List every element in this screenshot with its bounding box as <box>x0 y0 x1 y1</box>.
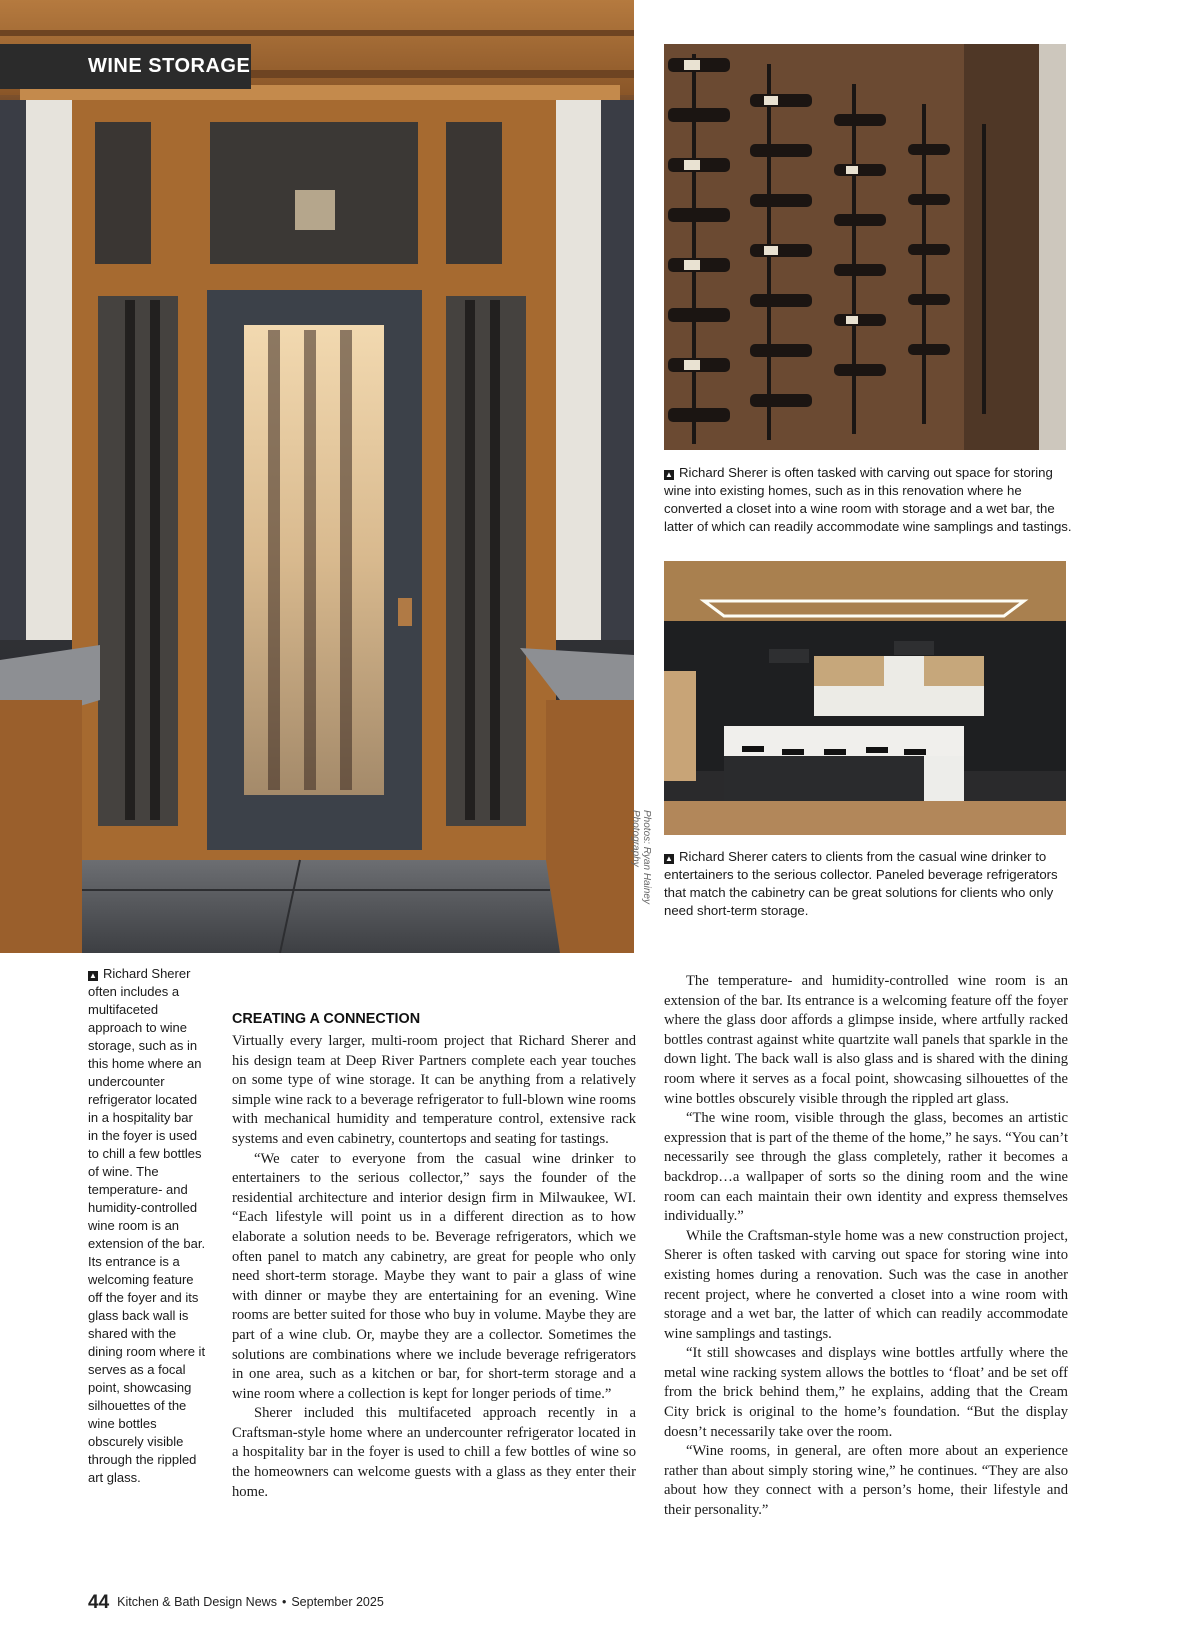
caption-kitchen <box>664 848 1074 920</box>
article-paragraph: The temperature- and humidity-controlled wine room is an extension of the bar. Its entrance is a welcoming feature off the foyer where the glass door affords a glimpse inside, where artfully racked bottles contrast against white quartzite wall panels that sparkle in the down light. The back wall is also glass and is shared with the dining room where it serves as a focal point, showcasing silhouettes of the wine bottles obscurely visible through the rippled art glass. <box>664 973 1068 1107</box>
kitchen-bar-photo <box>664 561 1066 835</box>
article-heading: CREATING A CONNECTION <box>232 1011 421 1027</box>
article-paragraph: “We cater to everyone from the casual wine drinker to entertainers to the serious collector,” says the founder of the residential architecture and interior design firm in Milwaukee, WI. “Each lifestyle will point us in a different direction as to how elaborate a solution needs to be. Beverage refrigerators, which we often panel to match any cabinetry, are great for people who only need short-term storage. Maybe they want to pair a glass of wine with dinner or maybe they are entertaining for an evening. Wine rooms are better suited for those who buy in volume. Maybe they are part of a wine club. Or, maybe they are a collector. Sometimes the solutions are combinations where we include beverage refrigerators in one area, such as a kitchen or bar, for short-term storage and a wine room where a collection is kept for longer periods of time.” <box>232 1150 636 1402</box>
section-tag: WINE STORAGE <box>0 44 251 89</box>
publication-name: Kitchen & Bath Design News <box>117 1595 277 1609</box>
article-paragraph: “Wine rooms, in general, are often more about an experience rather than about simply storing wine,” he continues. “They are also about how they connect with a person’s home, their lifestyle and their personality.” <box>664 1443 1068 1519</box>
article-paragraph: “The wine room, visible through the glass, becomes an artistic expression that is part of the theme of the home,” he says. “You can’t necessarily see through the glass completely, rather it becomes a backdrop…a wallpaper of sorts so the dining room and the wine room can each maintain their own identity and express themselves individually.” <box>664 1110 1068 1225</box>
page-number: 44 <box>88 1592 110 1613</box>
caption-text: Richard Sherer often includes a multifaceted approach to wine storage, such as in this home where an undercounter refrigerator located in a hospitality bar in the foyer is used to chill a few bottles of wine. The temperature- and humidity-controlled wine room is an extension of the bar. Its entrance is a welcoming feature off the foyer and its glass back wall is shared with the dining room where it serves as a focal point, showcasing silhouettes of the wine bottles obscurely visible through the rippled art glass. <box>88 966 206 1485</box>
caption-arrow-icon: ▲ <box>665 470 673 479</box>
caption-wall-rack <box>664 464 1074 536</box>
article-column-right <box>664 972 1068 1521</box>
article-column-middle <box>232 1012 636 1502</box>
footer-separator: • <box>281 1595 287 1609</box>
caption-text: Richard Sherer is often tasked with carving out space for storing wine into existing homes, such as in this renovation where he converted a closet into a wine room with storage and a wet bar, the latter of which can readily accommodate wine samplings and tastings. <box>664 465 1072 534</box>
article-paragraph: Virtually every larger, multi-room project that Richard Sherer and his design team at Deep River Partners complete each year touches on some type of wine storage. It can be anything from a relatively simple wine rack to a beverage refrigerator to full-blown wine rooms with mechanical humidity and temperature control, extensive rack systems and even cabinetry, countertops and seating for tastings. <box>232 1033 636 1147</box>
wall-wine-rack-photo <box>664 44 1066 450</box>
article-paragraph: “It still showcases and displays wine bottles artfully where the metal wine racking system allows the bottles to ‘float’ and be set off from the brick behind them,” he explains, adding that the Cream City brick is original to the home’s foundation. “But the display doesn’t necessarily take over the room. <box>664 1345 1068 1440</box>
caption-arrow-icon: ▲ <box>665 854 673 863</box>
article-paragraph: While the Craftsman-style home was a new construction project, Sherer is often tasked with carving out space for storing wine into existing homes during a renovation. Such was the case in another recent project, where he converted a closet into a wine room with storage and a wet bar, the latter of which can readily accommodate wine samplings and tastings. <box>664 1227 1068 1342</box>
caption-text: Richard Sherer caters to clients from the casual wine drinker to entertainers to the serious collector. Paneled beverage refrigerators that match the cabinetry can be great solutions for clients who only need short-term storage. <box>664 849 1058 918</box>
photo-credit: Photos: Ryan Hainey Photography <box>630 810 652 904</box>
caption-arrow-icon: ▲ <box>89 971 97 980</box>
caption-door <box>88 965 206 1487</box>
page-footer <box>88 1592 384 1614</box>
wine-room-door-photo <box>0 0 634 953</box>
article-paragraph: Sherer included this multifaceted approach recently in a Craftsman-style home where an undercounter refrigerator located in a hospitality bar in the foyer is used to chill a few bottles of wine so the homeowners can welcome guests with a glass as they enter their home. <box>232 1405 636 1500</box>
issue-date: September 2025 <box>291 1595 384 1609</box>
